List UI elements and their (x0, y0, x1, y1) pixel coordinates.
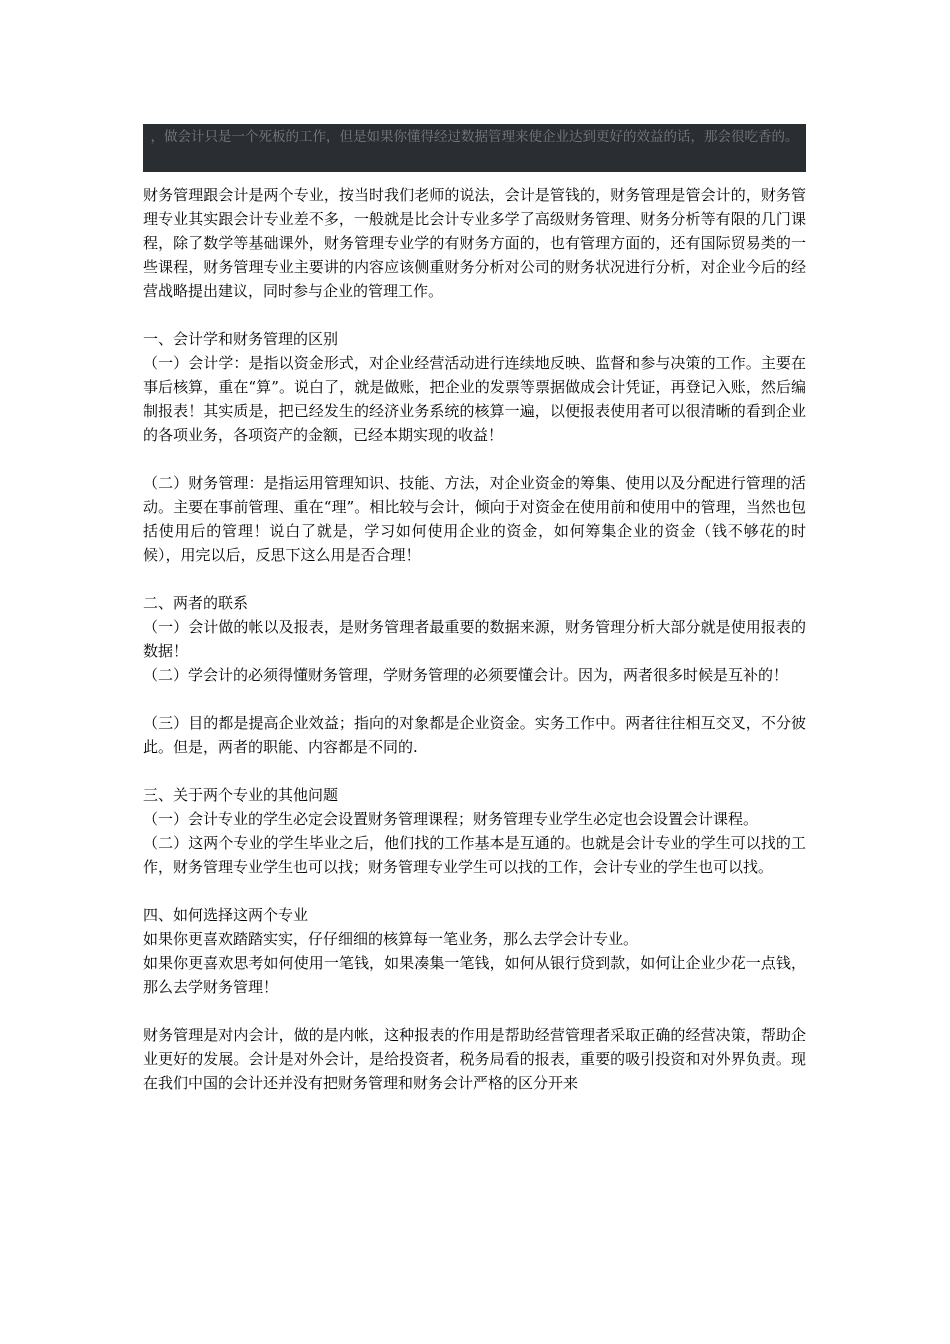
section-1-heading: 一、会计学和财务管理的区别 (143, 330, 339, 348)
section-2-heading: 二、两者的联系 (143, 594, 249, 612)
closing-paragraph: 财务管理是对内会计，做的是内帐，这种报表的作用是帮助经营管理者采取正确的经营决策，帮助企业更好的发展。会计是对外会计，是给投资者，税务局看的报表，重要的吸引投资和对外界负责。现在我们中国的会计还并没有把财务管理和财务会计严格的区分开来 (143, 1026, 806, 1092)
section-2-paragraph-2: （二）学会计的必须得懂财务管理，学财务管理的必须要懂会计。因为，两者很多时候是互补的！ (143, 666, 789, 684)
section-2-paragraph-3: （三）目的都是提高企业效益；指向的对象都是企业资金。实务工作中。两者往往相互交叉，不分彼此。但是，两者的职能、内容都是不同的. (143, 714, 806, 756)
spacer (143, 759, 806, 783)
section-1-paragraph-1: （一）会计学：是指以资金形式，对企业经营活动进行连续地反映、监督和参与决策的工作。主要在事后核算，重在“算”。说白了，就是做账，把企业的发票等票据做成会计凭证，再登记入账，然后编制报表！其实质是，把已经发生的经济业务系统的核算一遍，以便报表使用者可以很清晰的看到企业的各项业务，各项资产的金额，已经本期实现的收益！ (143, 354, 806, 444)
spacer (143, 687, 806, 711)
article-body (143, 183, 806, 1095)
section-2-paragraph-1: （一）会计做的帐以及报表，是财务管理者最重要的数据来源，财务管理分析大部分就是使用报表的数据！ (143, 618, 806, 660)
section-3-paragraph-2: （二）这两个专业的学生毕业之后，他们找的工作基本是互通的。也就是会计专业的学生可以找的工作，财务管理专业学生也可以找；财务管理专业学生可以找的工作，会计专业的学生也可以找。 (143, 834, 806, 876)
section-3-paragraph-1: （一）会计专业的学生必定会设置财务管理课程；财务管理专业学生必定也会设置会计课程。 (143, 810, 759, 828)
spacer (143, 567, 806, 591)
section-4-paragraph-1: 如果你更喜欢踏踏实实，仔仔细细的核算每一笔业务，那么去学会计专业。 (143, 930, 639, 948)
section-4-heading: 四、如何选择这两个专业 (143, 906, 309, 924)
dark-banner (143, 124, 806, 172)
spacer (143, 999, 806, 1023)
spacer (143, 303, 806, 327)
section-4-paragraph-2: 如果你更喜欢思考如何使用一笔钱，如果凑集一笔钱，如何从银行贷到款，如何让企业少花一点钱，那么去学财务管理！ (143, 954, 806, 996)
intro-paragraph: 财务管理跟会计是两个专业，按当时我们老师的说法，会计是管钱的，财务管理是管会计的，财务管理专业其实跟会计专业差不多，一般就是比会计专业多学了高级财务管理、财务分析等有限的几门课程，除了数学等基础课外，财务管理专业学的有财务方面的，也有管理方面的，还有国际贸易类的一些课程，财务管理专业主要讲的内容应该侧重财务分析对公司的财务状况进行分析，对企业今后的经营战略提出建议，同时参与企业的管理工作。 (143, 186, 806, 300)
spacer (143, 879, 806, 903)
section-3-heading: 三、关于两个专业的其他问题 (143, 786, 339, 804)
banner-text: ，做会计只是一个死板的工作，但是如果你懂得经过数据管理来使企业达到更好的效益的话，那会很吃香的。 (150, 129, 799, 145)
spacer (143, 447, 806, 471)
section-1-paragraph-2: （二）财务管理：是指运用管理知识、技能、方法，对企业资金的筹集、使用以及分配进行管理的活动。主要在事前管理、重在“理”。相比较与会计，倾向于对资金在使用前和使用中的管理，当然也包括使用后的管理！说白了就是，学习如何使用企业的资金，如何筹集企业的资金（钱不够花的时候），用完以后，反思下这么用是否合理！ (143, 474, 806, 564)
